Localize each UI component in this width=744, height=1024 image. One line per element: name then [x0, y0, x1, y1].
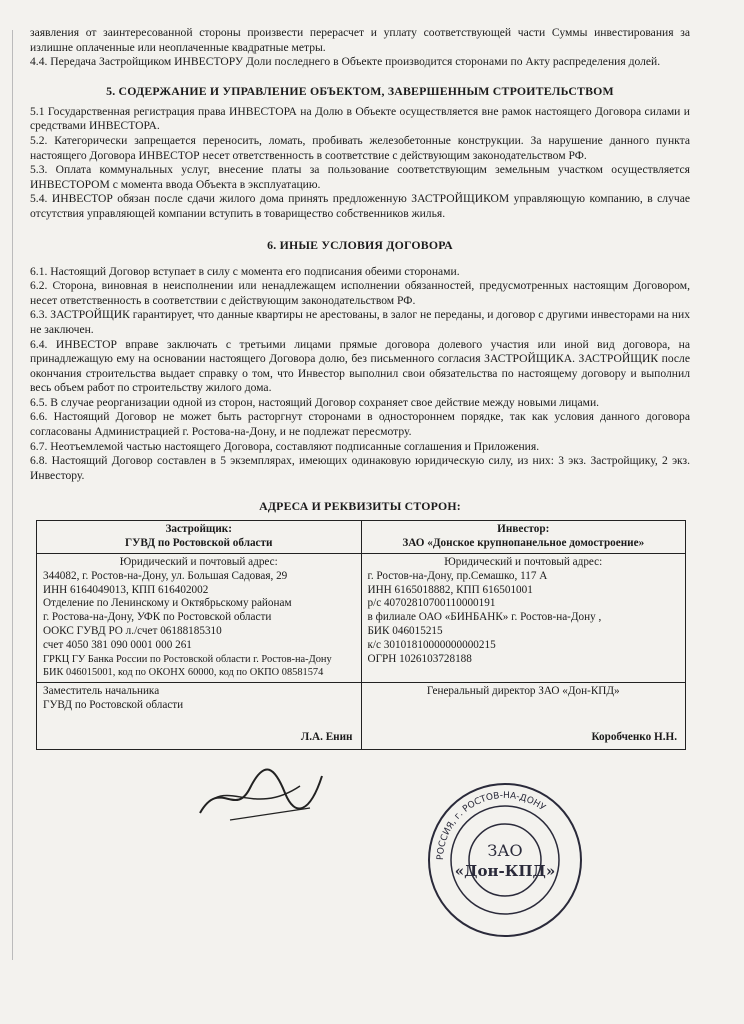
investor-signature-block: [361, 683, 686, 750]
handwritten-signature: [190, 758, 330, 828]
stamp-ring-text: РОССИЯ, г. РОСТОВ-НА-ДОНУ: [435, 790, 547, 861]
paragraph-6-1: 6.1. Настоящий Договор вступает в силу с момента его подписания обеими сторонами.: [30, 264, 460, 278]
requisites-table: [36, 520, 686, 750]
investor-line: г. Ростов-на-Дону, пр.Семашко, 117 А: [367, 569, 548, 582]
developer-line: ИНН 6164049013, КПП 616402002: [43, 583, 209, 596]
investor-line: к/с 30101810000000000215: [367, 638, 496, 651]
investor-sign-title: Генеральный директор ЗАО «Дон-КПД»: [426, 685, 620, 698]
paragraph-5-2: 5.2. Категорически запрещается переносить, ломать, пробивать железобетонные конструкции. За нарушение данного пункта настоящего Договора ИНВЕСТОР несет ответственность в соответствие с действующим законодательством РФ.: [30, 133, 690, 162]
developer-line: Отделение по Ленинскому и Октябрьскому районам: [43, 597, 292, 610]
investor-header: [361, 521, 686, 554]
paragraph-6-8: 6.8. Настоящий Договор составлен в 5 экземплярах, имеющих одинаковую юридическую силу, из них: 3 экз. Застройщику, 2 экз. Инвестору.: [30, 454, 690, 482]
paragraph-6-4: 6.4. ИНВЕСТОР вправе заключать с третьими лицами прямые договора долевого участия или иной вид договора, на принадлежащую ему на основании настоящего Договора долю, без письменного согласия ЗАСТРОЙЩИКА. ЗАСТРОЙЩИК после окончания строительства выдает справку о том, что Инвестор выполнил свои обязательства по настоящему договору и выполнил весь объем работ по строительству жилого дома.: [30, 337, 690, 395]
investor-line: ОГРН 1026103728188: [367, 652, 472, 665]
investor-org: ЗАО «Донское крупнопанельное домостроение»: [402, 537, 645, 550]
paragraph-6-3: 6.3. ЗАСТРОЙЩИК гарантирует, что данные квартиры не арестованы, в залог не переданы, и договор с другими инвесторами на них не заключен.: [30, 308, 690, 336]
section-6-title: 6. ИНЫЕ УСЛОВИЯ ДОГОВОРА: [267, 237, 453, 252]
investor-role: Инвестор:: [497, 523, 550, 536]
paragraph-6-5: 6.5. В случае реорганизации одной из сторон, настоящий Договор сохраняет свое действие между новыми лицами.: [30, 395, 600, 409]
developer-sign-title: Заместитель начальника: [43, 685, 160, 698]
investor-line: БИК 046015215: [367, 625, 443, 638]
investor-line: в филиале ОАО «БИНБАНК» г. Ростов-на-Дону ,: [367, 611, 602, 624]
developer-sign-title: ГУВД по Ростовской области: [43, 699, 184, 711]
investor-line: р/с 40702810700110000191: [367, 597, 496, 610]
developer-line: г. Ростова-на-Дону, УФК по Ростовской области: [43, 611, 272, 624]
section-5-title: 5. СОДЕРЖАНИЕ И УПРАВЛЕНИЕ ОБЪЕКТОМ, ЗАВЕРШЕННЫМ СТРОИТЕЛЬСТВОМ: [106, 83, 614, 98]
developer-signature-block: [37, 683, 362, 750]
developer-line: ГРКЦ ГУ Банка России по Ростовской области г. Ростов-на-Дону: [43, 653, 332, 665]
developer-line: 344082, г. Ростов-на-Дону, ул. Большая Садовая, 29: [43, 569, 288, 582]
developer-line: БИК 046015001, код по ОКОНХ 60000, код по ОКПО 08581574: [43, 667, 324, 679]
developer-signatory: Л.А. Енин: [300, 731, 353, 744]
paragraph-6-6: 6.6. Настоящий Договор не может быть расторгнут сторонами в одностороннем порядке, так как условия данного договора согласованы Администрацией г. Ростова-на-Дону, и не подлежат пересмотру.: [30, 410, 690, 439]
developer-org: ГУВД по Ростовской области: [125, 537, 273, 550]
developer-header: [37, 521, 362, 554]
developer-role: Застройщик:: [165, 523, 232, 536]
requisites-title: АДРЕСА И РЕКВИЗИТЫ СТОРОН:: [259, 499, 461, 514]
stamp-center-line-1: ЗАО: [487, 841, 523, 860]
investor-details: [361, 554, 686, 683]
document-page: [30, 26, 690, 750]
company-stamp: [425, 780, 585, 940]
paragraph-4-3-end: заявления от заинтересованной стороны произвести перерасчет и уплату соответствующей части Суммы инвестирования за излишне оплаченные или неоплаченные квадратные метры.: [30, 26, 690, 54]
developer-line: счет 4050 381 090 0001 000 261: [43, 638, 192, 651]
paragraph-6-7: 6.7. Неотъемлемой частью настоящего Договора, составляют подписанные соглашения и Приложения.: [30, 439, 540, 453]
paragraph-5-3: 5.3. Оплата коммунальных услуг, внесение платы за пользование соответствующим земельным участком осуществляется ИНВЕСТОРОМ с момента ввода Объекта в эксплуатацию.: [30, 163, 690, 191]
paragraph-6-2: 6.2. Сторона, виновная в неисполнении или ненадлежащем исполнении обязанностей, предусмотренных настоящим Договором, несет ответственность в соответствии с действующим законодательством РФ.: [30, 279, 690, 307]
investor-signatory: Коробченко Н.Н.: [591, 731, 677, 744]
developer-line: Юридический и почтовый адрес:: [119, 556, 278, 569]
investor-line: ИНН 6165018882, КПП 616501001: [367, 583, 533, 596]
binding-edge-line: [12, 30, 13, 960]
paragraph-4-4: 4.4. Передача Застройщиком ИНВЕСТОРУ Доли последнего в Объекте производится сторонами по Акту распределения долей.: [30, 55, 661, 69]
paragraph-5-1: 5.1 Государственная регистрация права ИНВЕСТОРА на Долю в Объекте осуществляется вне рамок настоящего Договора силами и средствами ИНВЕСТОРА.: [30, 104, 690, 133]
developer-details: [37, 554, 362, 683]
stamp-center-line-2: «Дон-КПД»: [454, 862, 556, 880]
investor-line: Юридический и почтовый адрес:: [444, 556, 603, 569]
paragraph-5-4: 5.4. ИНВЕСТОР обязан после сдачи жилого дома принять предложенную ЗАСТРОЙЩИКОМ управляющую компанию, в случае отсутствия управляющей компании вступить в товарищество собственников жилья.: [30, 192, 690, 220]
developer-line: ООКС ГУВД РО л./счет 06188185310: [43, 625, 222, 638]
